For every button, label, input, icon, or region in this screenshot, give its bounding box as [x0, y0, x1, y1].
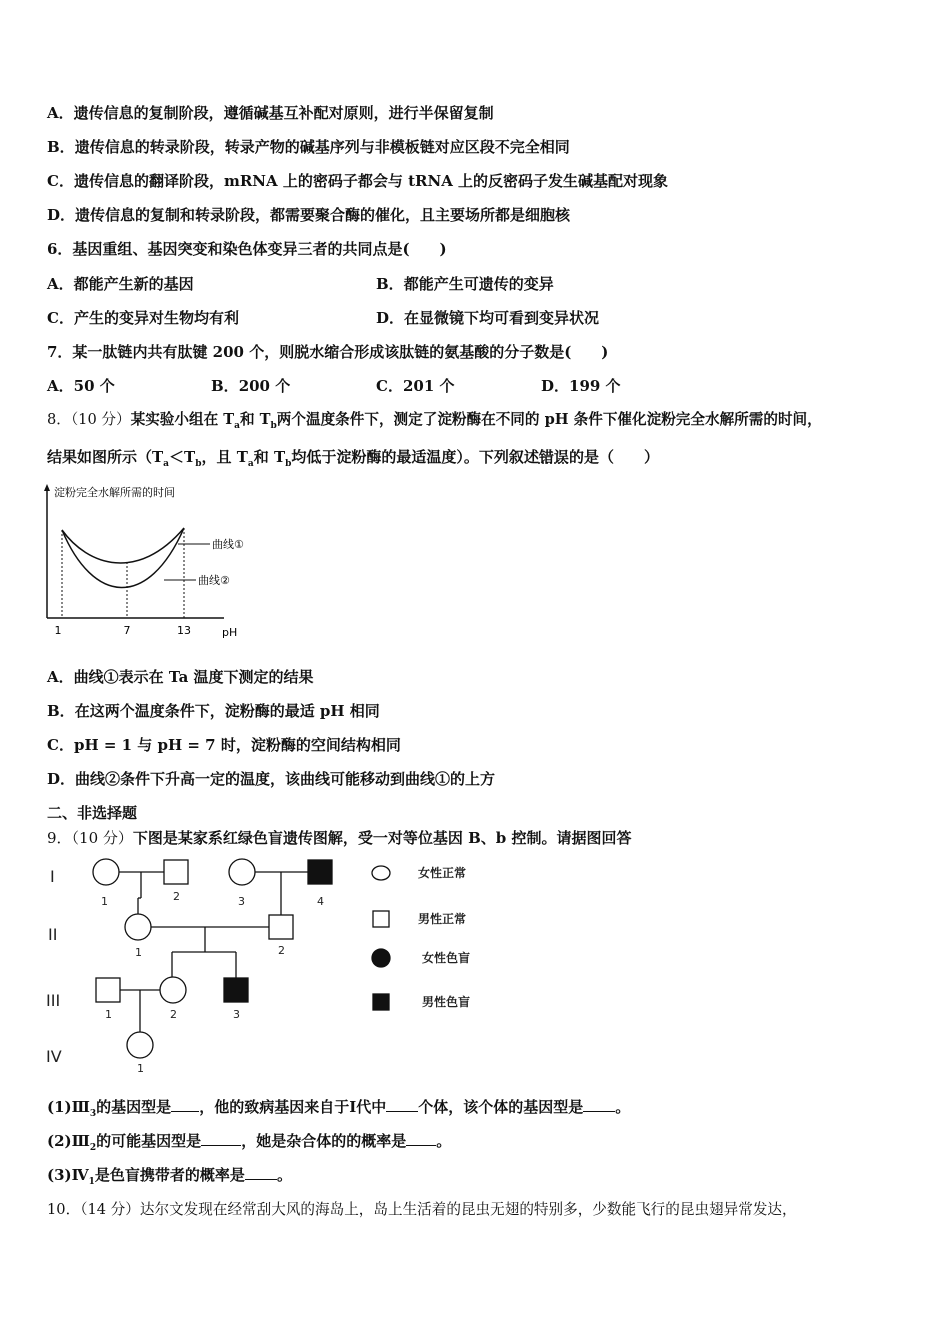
section-title: 二、非选择题	[47, 804, 138, 822]
q6-option-a: A．都能产生新的基因	[47, 275, 194, 293]
individual-II-1	[125, 914, 151, 940]
chart-curve-1-label: 曲线①	[212, 538, 244, 551]
q6-stem: 6．基因重组、基因突变和染色体变异三者的共同点是( )	[47, 240, 447, 258]
q8-option-d: D．曲线②条件下升高一定的温度，该曲线可能移动到曲线①的上方	[47, 770, 496, 788]
individual-I-3	[229, 859, 255, 885]
individual-III-2	[160, 977, 186, 1003]
q10-stem: 10．（14 分）达尔文发现在经常刮大风的海岛上，岛上生活着的昆虫无翅的特别多，少数能飞行的昆虫翅异常发达，	[47, 1201, 797, 1218]
label-I-1: 1	[101, 895, 108, 908]
q8-option-b: B．在这两个温度条件下，淀粉酶的最适 pH 相同	[47, 702, 380, 720]
q6-option-c: C．产生的变异对生物均有利	[47, 309, 239, 327]
chart-curve-1	[62, 528, 184, 563]
answer-blank[interactable]	[245, 1165, 277, 1180]
label-I-2: 2	[173, 890, 180, 903]
q6-option-b: B．都能产生可遗传的变异	[376, 275, 554, 293]
legend-female-colorblind-label: 女性色盲	[422, 951, 471, 965]
chart-tick-1: 1	[54, 624, 62, 637]
q7-option-b: B．200 个	[211, 377, 291, 395]
q5-option-b: B．遗传信息的转录阶段，转录产物的碱基序列与非模板链对应区段不完全相同	[47, 138, 570, 156]
q8-option-c: C．pH = 1 与 pH = 7 时，淀粉酶的空间结构相同	[47, 736, 401, 754]
label-I-3: 3	[238, 895, 245, 908]
legend-female-normal-symbol	[372, 866, 390, 880]
chart-curve-2-label: 曲线②	[198, 574, 230, 587]
label-III-3: 3	[233, 1008, 240, 1021]
label-III-2: 2	[170, 1008, 177, 1021]
q9-stem: 9．（10 分）下图是某家系红绿色盲遗传图解，受一对等位基因 B、b 控制。请据图回答	[47, 829, 632, 847]
generation-label-2: II	[48, 925, 58, 944]
q7-option-c: C．201 个	[376, 377, 455, 395]
individual-IV-1	[127, 1032, 153, 1058]
q7-option-a: A．50 个	[47, 377, 115, 395]
generation-label-1: I	[50, 867, 55, 886]
label-II-1: 1	[135, 946, 142, 959]
answer-blank[interactable]	[171, 1097, 199, 1112]
enzyme-ph-chart	[38, 482, 258, 642]
legend-male-colorblind-label: 男性色盲	[422, 995, 471, 1009]
pedigree-chart	[40, 856, 480, 1076]
legend-male-normal-symbol	[373, 911, 389, 927]
q5-option-a: A．遗传信息的复制阶段，遵循碱基互补配对原则，进行半保留复制	[47, 104, 494, 122]
legend-female-colorblind-symbol	[372, 949, 390, 967]
chart-xlabel: pH	[222, 626, 238, 639]
label-III-1: 1	[105, 1008, 112, 1021]
chart-tick-7: 7	[123, 624, 131, 637]
emphasis-marked: 错误	[538, 448, 569, 466]
chart-y-arrow	[44, 484, 50, 491]
individual-II-2	[269, 915, 293, 939]
label-II-2: 2	[278, 944, 285, 957]
q8-option-a: A．曲线①表示在 Ta 温度下测定的结果	[47, 668, 314, 686]
individual-III-1	[96, 978, 120, 1002]
q9-sub2: $(2)Ⅲ_2$的可能基因型是 ，她是杂合体的的概率是 。	[47, 1132, 452, 1153]
legend-male-colorblind-symbol	[373, 994, 389, 1010]
label-I-4: 4	[317, 895, 324, 908]
legend-male-normal-label: 男性正常	[418, 912, 467, 926]
label-IV-1: 1	[137, 1062, 144, 1075]
answer-blank[interactable]	[406, 1131, 436, 1146]
individual-I-2	[164, 860, 188, 884]
q7-stem: 7．某一肽链内共有肽键 200 个，则脱水缩合形成该肽链的氨基酸的分子数是( )	[47, 343, 609, 361]
q9-sub1: $(1)Ⅲ_3$的基因型是 ，他的致病基因来自于Ⅰ代中 个体，该个体的基因型是 。	[47, 1098, 631, 1119]
chart-ylabel: 淀粉完全水解所需的时间	[54, 486, 175, 499]
q7-option-d: D．199 个	[541, 377, 621, 395]
individual-I-1	[93, 859, 119, 885]
q5-option-d: D．遗传信息的复制和转录阶段，都需要聚合酶的催化，且主要场所都是细胞核	[47, 206, 571, 224]
answer-blank[interactable]	[201, 1131, 241, 1146]
answer-blank[interactable]	[583, 1097, 615, 1112]
individual-III-3	[224, 978, 248, 1002]
generation-label-4: IV	[46, 1047, 62, 1066]
individual-I-4	[308, 860, 332, 884]
q5-option-c: C．遗传信息的翻译阶段，mRNA 上的密码子都会与 tRNA 上的反密码子发生碱基配对现象	[47, 172, 669, 190]
generation-label-3: III	[46, 991, 61, 1010]
q8-stem-line2: 结果如图所示（$T_a<T_b$，且 $T_a$和 $T_b$均低于淀粉酶的最适温度）。下列叙述错误的是（ ）	[47, 448, 659, 469]
chart-curve-2	[62, 528, 184, 588]
answer-blank[interactable]	[386, 1097, 418, 1112]
q9-sub3: $(3)Ⅳ_1$是色盲携带者的概率是 。	[47, 1166, 292, 1187]
legend-female-normal-label: 女性正常	[418, 866, 467, 880]
q6-option-d: D．在显微镜下均可看到变异状况	[376, 309, 600, 327]
q8-stem-line1: 8．（10 分）某实验小组在 $T_a$和 $T_b$两个温度条件下，测定了淀粉酶在不同的 pH 条件下催化淀粉完全水解所需的时间，	[47, 411, 822, 431]
chart-tick-13: 13	[177, 624, 191, 637]
